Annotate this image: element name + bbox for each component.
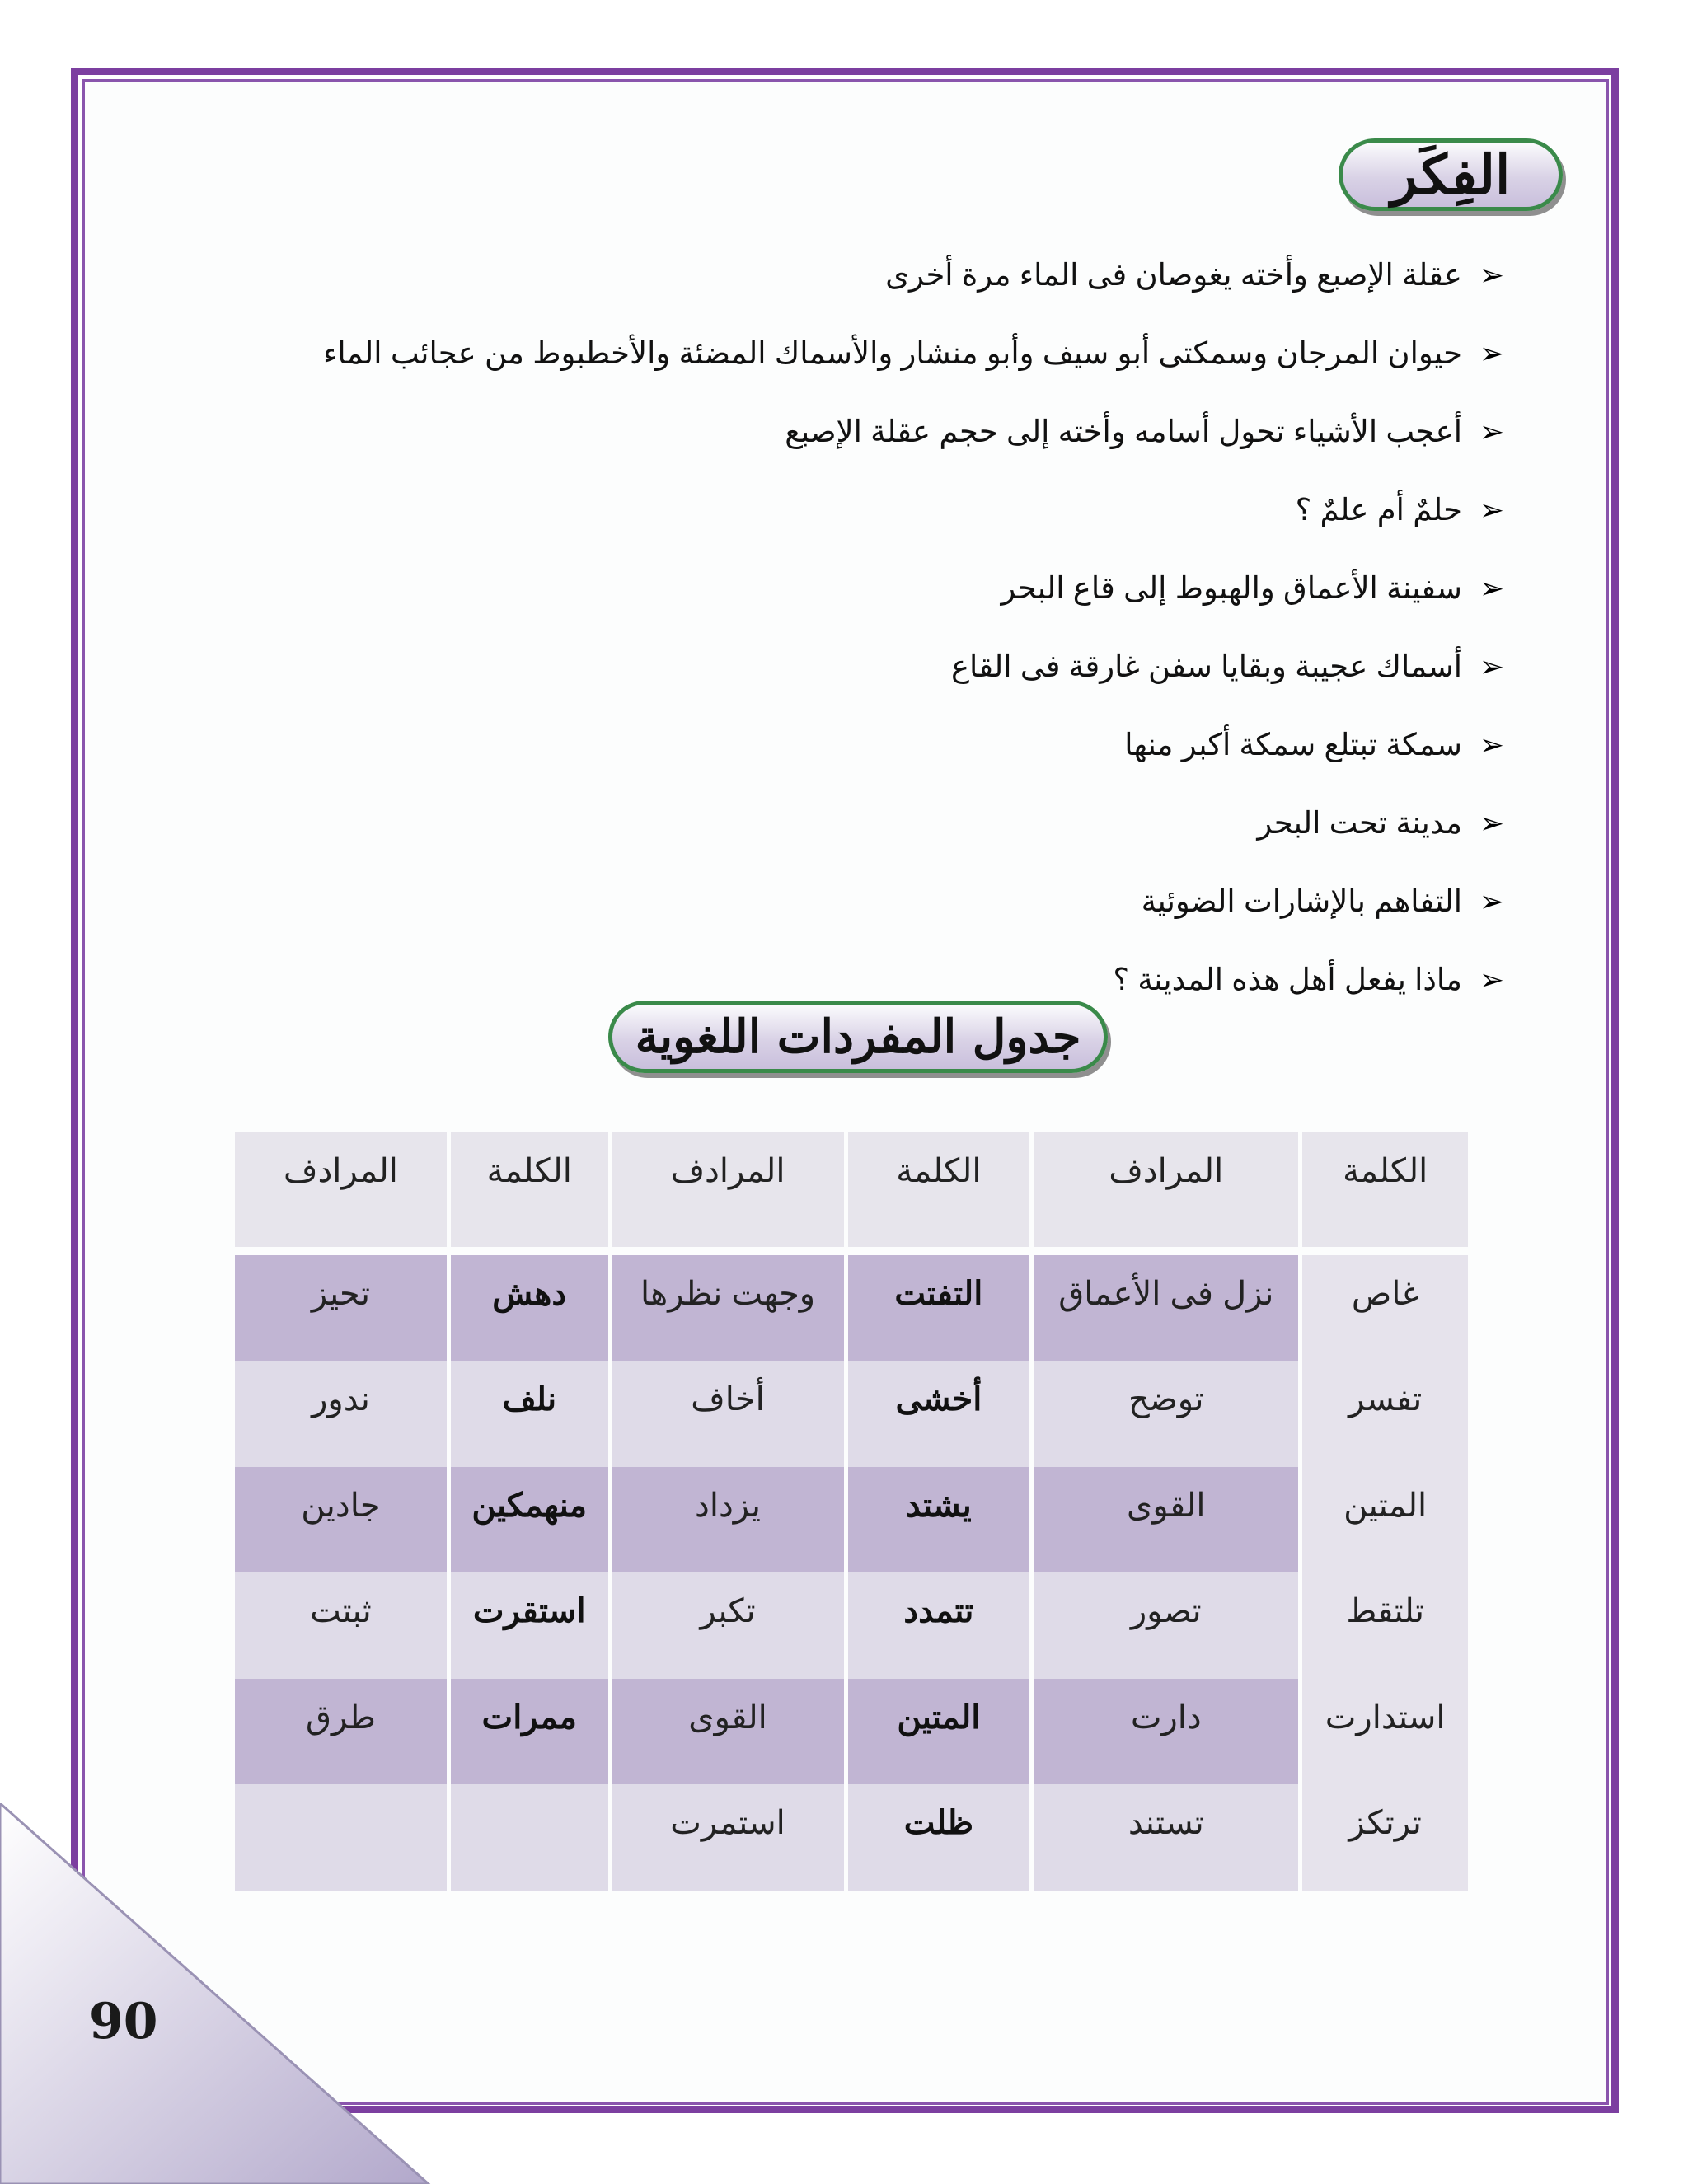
table-row bbox=[235, 1467, 1468, 1573]
word-cell: تتمدد bbox=[848, 1572, 1030, 1679]
idea-text: سمكة تبتلع سمكة أكبر منها bbox=[1124, 728, 1462, 762]
synonym-cell: أخاف bbox=[612, 1361, 844, 1467]
arrowhead-bullet-icon: ➢ bbox=[1479, 492, 1505, 527]
synonym-cell: يزداد bbox=[612, 1467, 844, 1573]
header-cell: المرادف bbox=[235, 1132, 447, 1247]
idea-text: حلمٌ أم علمٌ ؟ bbox=[1295, 493, 1462, 527]
list-item bbox=[155, 549, 1507, 627]
header-cell: المرادف bbox=[612, 1132, 844, 1247]
arrowhead-bullet-icon: ➢ bbox=[1479, 962, 1505, 996]
arrowhead-bullet-icon: ➢ bbox=[1479, 414, 1505, 448]
word-cell: ممرات bbox=[451, 1679, 608, 1785]
word-cell bbox=[451, 1784, 608, 1891]
arrowhead-bullet-icon: ➢ bbox=[1479, 649, 1505, 683]
list-item bbox=[155, 627, 1507, 705]
synonym-cell: القوى bbox=[1034, 1467, 1298, 1573]
idea-text: أعجب الأشياء تحول أسامه وأخته إلى حجم عقلة الإصبع bbox=[785, 415, 1462, 448]
arrowhead-bullet-icon: ➢ bbox=[1479, 883, 1505, 918]
table-spacer bbox=[235, 1247, 1468, 1255]
list-item bbox=[155, 784, 1507, 862]
word-cell: غاص bbox=[1302, 1255, 1468, 1361]
synonym-cell: ندور bbox=[235, 1361, 447, 1467]
word-cell: تفسر bbox=[1302, 1361, 1468, 1467]
word-cell: ظلت bbox=[848, 1784, 1030, 1891]
synonym-cell: تحيز bbox=[235, 1255, 447, 1361]
ideas-list bbox=[155, 236, 1507, 1019]
header-cell: المرادف bbox=[1034, 1132, 1298, 1247]
arrowhead-bullet-icon: ➢ bbox=[1479, 335, 1505, 370]
synonym-cell: استمرت bbox=[612, 1784, 844, 1891]
word-cell: أخشى bbox=[848, 1361, 1030, 1467]
header-cell: الكلمة bbox=[451, 1132, 608, 1247]
word-cell: التفتت bbox=[848, 1255, 1030, 1361]
synonym-cell: تكبر bbox=[612, 1572, 844, 1679]
ideas-heading-text: الفِكَر bbox=[1390, 143, 1511, 207]
table-header-row bbox=[235, 1132, 1468, 1247]
word-cell: تلتقط bbox=[1302, 1572, 1468, 1679]
table-row bbox=[235, 1679, 1468, 1785]
list-item bbox=[155, 471, 1507, 549]
idea-text: عقلة الإصبع وأخته يغوصان فى الماء مرة أخرى bbox=[885, 258, 1462, 292]
word-cell: المتين bbox=[1302, 1467, 1468, 1573]
idea-text: سفينة الأعماق والهبوط إلى قاع البحر bbox=[1001, 571, 1462, 605]
synonym-cell: تصور bbox=[1034, 1572, 1298, 1679]
word-cell: استقرت bbox=[451, 1572, 608, 1679]
table-row bbox=[235, 1361, 1468, 1467]
word-cell: المتين bbox=[848, 1679, 1030, 1785]
table-row bbox=[235, 1784, 1468, 1891]
header-cell: الكلمة bbox=[848, 1132, 1030, 1247]
vocabulary-heading bbox=[608, 1001, 1108, 1073]
idea-text: حيوان المرجان وسمكتى أبو سيف وأبو منشار والأسماك المضئة والأخطبوط من عجائب الماء bbox=[322, 336, 1462, 370]
arrowhead-bullet-icon: ➢ bbox=[1479, 257, 1505, 292]
list-item bbox=[155, 236, 1507, 314]
synonym-cell: تستند bbox=[1034, 1784, 1298, 1891]
synonym-cell bbox=[235, 1784, 447, 1891]
word-cell: نلف bbox=[451, 1361, 608, 1467]
arrowhead-bullet-icon: ➢ bbox=[1479, 727, 1505, 762]
arrowhead-bullet-icon: ➢ bbox=[1479, 570, 1505, 605]
synonym-cell: دارت bbox=[1034, 1679, 1298, 1785]
word-cell: ترتكز bbox=[1302, 1784, 1468, 1891]
synonym-cell: نزل فى الأعماق bbox=[1034, 1255, 1298, 1361]
page-number: 90 bbox=[89, 1993, 158, 2050]
list-item bbox=[155, 705, 1507, 784]
synonym-cell: ثبتت bbox=[235, 1572, 447, 1679]
vocabulary-table bbox=[231, 1132, 1472, 1891]
word-cell: منهمكين bbox=[451, 1467, 608, 1573]
table-row bbox=[235, 1572, 1468, 1679]
synonym-cell: جادين bbox=[235, 1467, 447, 1573]
table-row bbox=[235, 1255, 1468, 1361]
arrowhead-bullet-icon: ➢ bbox=[1479, 805, 1505, 840]
synonym-cell: طرق bbox=[235, 1679, 447, 1785]
idea-text: أسماك عجيبة وبقايا سفن غارقة فى القاع bbox=[950, 649, 1462, 683]
synonym-cell: وجهت نظرها bbox=[612, 1255, 844, 1361]
idea-text: ماذا يفعل أهل هذه المدينة ؟ bbox=[1113, 963, 1462, 996]
list-item bbox=[155, 862, 1507, 940]
word-cell: يشتد bbox=[848, 1467, 1030, 1573]
word-cell: استدارت bbox=[1302, 1679, 1468, 1785]
header-cell: الكلمة bbox=[1302, 1132, 1468, 1247]
synonym-cell: القوى bbox=[612, 1679, 844, 1785]
ideas-heading bbox=[1339, 138, 1563, 211]
list-item bbox=[155, 392, 1507, 471]
list-item bbox=[155, 314, 1507, 392]
idea-text: مدينة تحت البحر bbox=[1257, 806, 1462, 840]
synonym-cell: توضح bbox=[1034, 1361, 1298, 1467]
idea-text: التفاهم بالإشارات الضوئية bbox=[1141, 884, 1462, 918]
word-cell: دهش bbox=[451, 1255, 608, 1361]
vocabulary-heading-text: جدول المفردات اللغوية bbox=[635, 1010, 1081, 1064]
